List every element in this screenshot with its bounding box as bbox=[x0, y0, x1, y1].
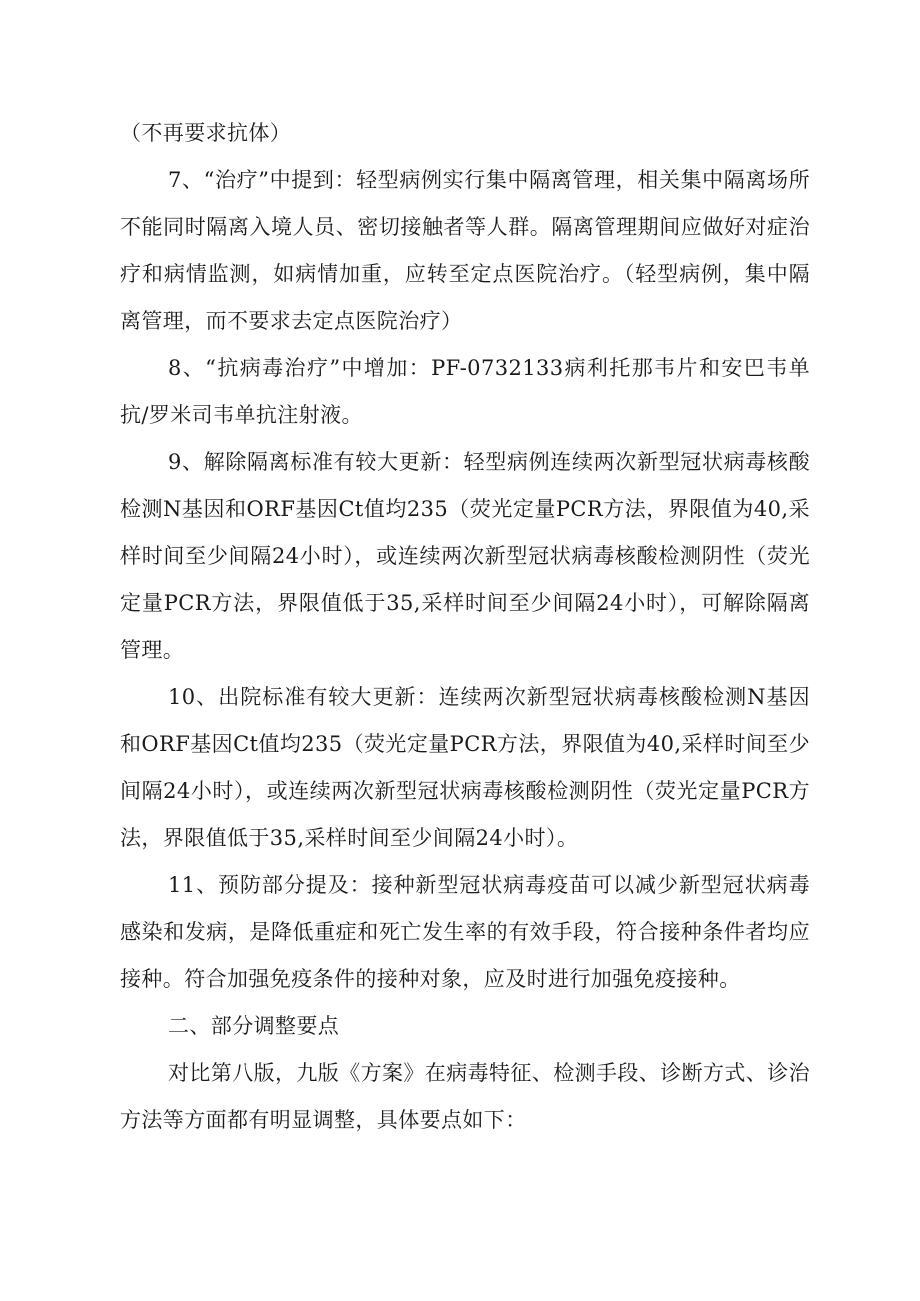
paragraph-antibody-note: （不再要求抗体） bbox=[120, 121, 292, 145]
paragraph-item-10-discharge: 10、出院标准有较大更新：连续两次新型冠状病毒核酸检测N基因和ORF基因Ct值均235（荧光定量PCR方法，界限值为40,采样时间至少间隔24小时），或连续两次新型冠状病毒核酸检测阴性（荧光定量PCR方法，界限值低于35,采样时间至少间隔24小时）。 bbox=[120, 685, 810, 850]
paragraph-item-7-treatment: 7、“治疗”中提到：轻型病例实行集中隔离管理，相关集中隔离场所不能同时隔离入境人员、密切接触者等人群。隔离管理期间应做好对症治疗和病情监测，如病情加重，应转至定点医院治疗。（轻型病例，集中隔离管理，而不要求去定点医院治疗） bbox=[120, 168, 810, 333]
paragraph-item-11-prevention: 11、预防部分提及：接种新型冠状病毒疫苗可以减少新型冠状病毒感染和发病，是降低重症和死亡发生率的有效手段，符合接种条件者均应接种。符合加强免疫条件的接种对象，应及时进行加强免疫接种。 bbox=[120, 873, 810, 991]
paragraph-item-8-antiviral: 8、“抗病毒治疗”中增加：PF-0732133病利托那韦片和安巴韦单抗/罗米司韦单抗注射液。 bbox=[120, 356, 810, 427]
section-heading-adjustments: 二、部分调整要点 bbox=[168, 1014, 340, 1038]
paragraph-item-9-isolation-release: 9、解除隔离标准有较大更新：轻型病例连续两次新型冠状病毒核酸检测N基因和ORF基因Ct值均235（荧光定量PCR方法，界限值为40,采样时间至少间隔24小时），或连续两次新型冠状病毒核酸检测阴性（荧光定量PCR方法，界限值低于35,采样时间至少间隔24小时），可解除隔离管理。 bbox=[120, 450, 810, 662]
document-body bbox=[120, 110, 810, 1144]
paragraph-comparison-intro: 对比第八版，九版《方案》在病毒特征、检测手段、诊断方式、诊治方法等方面都有明显调整，具体要点如下： bbox=[120, 1061, 810, 1132]
